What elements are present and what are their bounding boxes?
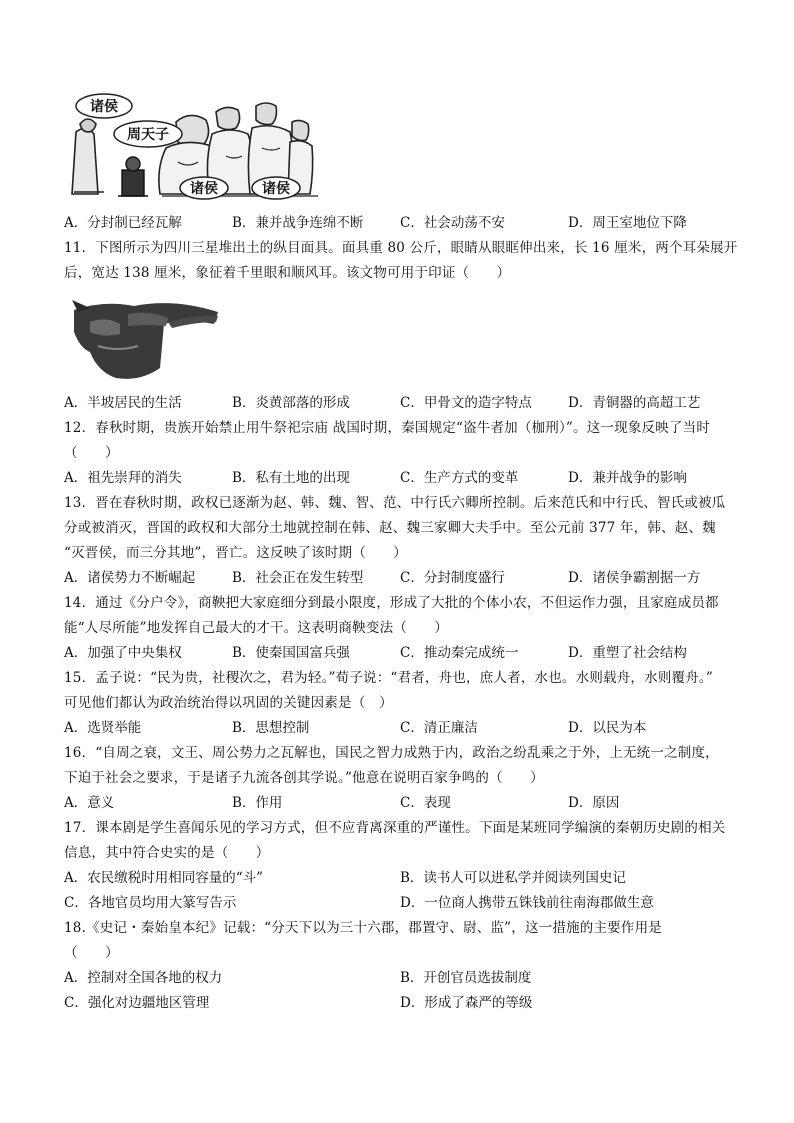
q11-option-a[interactable]: A．半坡居民的生活 xyxy=(64,395,182,411)
q15-option-c[interactable]: C．清正廉洁 xyxy=(400,720,478,736)
bronze-mask-photo xyxy=(68,292,224,384)
q16-option-b[interactable]: B．作用 xyxy=(232,795,283,811)
q10-option-b[interactable]: B．兼并战争连绵不断 xyxy=(232,215,364,231)
q15-option-a[interactable]: A．选贤举能 xyxy=(64,720,142,736)
q12-option-a[interactable]: A．祖先崇拜的消失 xyxy=(64,470,182,486)
q12-options xyxy=(64,469,764,487)
q11-stem-line-1: 11．下图所示为四川三星堆出土的纵目面具。面具重 80 公斤，眼睛从眼眶伸出来，长 16 厘米，两个耳朵展开 xyxy=(64,240,738,256)
q13-stem-line-3: “灭晋侯，而三分其地”，晋亡。这反映了该时期（ ） xyxy=(64,545,408,561)
q11-stem-line-2: 后，宽达 138 厘米，象征着千里眼和顺风耳。该文物可用于印证（ ） xyxy=(64,265,511,281)
q17-options-row-2 xyxy=(64,894,764,912)
q14-option-a[interactable]: A．加强了中央集权 xyxy=(64,645,182,661)
q12-option-d[interactable]: D．兼并战争的影响 xyxy=(568,470,687,486)
q14-stem-line-1: 14．通过《分户令》，商鞅把大家庭细分到最小限度，形成了大批的个体小农，不但运作力强，且家庭成员都 xyxy=(64,595,719,611)
q15-stem-line-1: 15．孟子说：“民为贵，社稷次之，君为轻。”荀子说：“君者，舟也，庶人者，水也。水则载舟，水则覆舟。” xyxy=(64,670,713,686)
q17-options-row-1 xyxy=(64,869,764,887)
q17-option-b[interactable]: B．读书人可以进私学并阅读列国史记 xyxy=(400,870,626,886)
q15-options xyxy=(64,719,764,737)
q18-option-a[interactable]: A．控制对全国各地的权力 xyxy=(64,970,223,986)
q16-option-c[interactable]: C．表现 xyxy=(400,795,451,811)
bubble-label-top: 诸侯 xyxy=(90,99,118,115)
q13-option-b[interactable]: B．社会正在发生转型 xyxy=(232,570,364,586)
q13-stem-line-1: 13．晋在春秋时期，政权已逐渐为赵、韩、魏、智、范、中行氏六卿所控制。后来范氏和中行氏、智氏或被瓜 xyxy=(64,495,726,511)
q13-stem-line-2: 分或被消灭，晋国的政权和大部分土地就控制在韩、赵、魏三家卿大夫手中。至公元前 377 年，韩、赵、魏 xyxy=(64,520,716,536)
q11-options xyxy=(64,394,764,412)
q15-option-b[interactable]: B．思想控制 xyxy=(232,720,310,736)
q16-stem-line-1: 16．“自周之衰，文王、周公势力之瓦解也，国民之智力成熟于内，政治之纷乱乘之于外，上无统一之制度， xyxy=(64,745,719,761)
q11-option-b[interactable]: B．炎黄部落的形成 xyxy=(232,395,350,411)
q13-options xyxy=(64,569,764,587)
q16-options xyxy=(64,794,764,812)
q18-options-row-2 xyxy=(64,994,764,1012)
q12-option-c[interactable]: C．生产方式的变革 xyxy=(400,470,519,486)
q13-option-a[interactable]: A．诸侯势力不断崛起 xyxy=(64,570,196,586)
bubble-label-center: 周天子 xyxy=(127,127,169,143)
q11-option-d[interactable]: D．青铜器的高超工艺 xyxy=(568,395,701,411)
zhou-vassal-cartoon-image xyxy=(66,92,318,204)
q11-option-c[interactable]: C．甲骨文的造字特点 xyxy=(400,395,532,411)
q16-stem-line-2: 下迫于社会之要求，于是诸子九流各创其学说。”他意在说明百家争鸣的（ ） xyxy=(64,770,544,786)
q15-option-d[interactable]: D．以民为本 xyxy=(568,720,647,736)
q17-option-a[interactable]: A．农民缴税时用相同容量的“斗” xyxy=(64,870,264,886)
q14-option-c[interactable]: C．推动秦完成统一 xyxy=(400,645,519,661)
q18-option-d[interactable]: D．形成了森严的等级 xyxy=(400,995,533,1011)
q17-option-c[interactable]: C．各地官员均用大篆写告示 xyxy=(64,895,237,911)
q14-stem-line-2: 能“人尽所能”地发挥自己最大的才干。这表明商鞅变法（ ） xyxy=(64,620,449,636)
q12-stem-line-2: （ ） xyxy=(64,445,119,461)
q10-option-c[interactable]: C．社会动荡不安 xyxy=(400,215,505,231)
q17-option-d[interactable]: D．一位商人携带五铢钱前往南海郡做生意 xyxy=(400,895,654,911)
bubble-label-bottom-left: 诸侯 xyxy=(190,181,218,197)
q10-option-d[interactable]: D．周王室地位下降 xyxy=(568,215,687,231)
q10-options xyxy=(64,214,764,232)
bubble-label-bottom-right: 诸侯 xyxy=(262,181,290,197)
q18-stem-line-2: （ ） xyxy=(64,945,119,961)
q18-option-c[interactable]: C．强化对边疆地区管理 xyxy=(64,995,210,1011)
q17-stem-line-1: 17．课本剧是学生喜闻乐见的学习方式，但不应背离深重的严谨性。下面是某班同学编演的秦朝历史剧的相关 xyxy=(64,820,726,836)
q13-option-c[interactable]: C．分封制度盛行 xyxy=(400,570,505,586)
q18-stem-line-1: 18.《史记・秦始皇本纪》记载：“分天下以为三十六郡，郡置守、尉、监”，这一措施的主要作用是 xyxy=(64,920,662,936)
q17-stem-line-2: 信息，其中符合史实的是（ ） xyxy=(64,845,270,861)
q13-option-d[interactable]: D．诸侯争霸割据一方 xyxy=(568,570,701,586)
q15-stem-line-2: 可见他们都认为政治统治得以巩固的关键因素是（ ） xyxy=(64,695,393,711)
q10-option-a[interactable]: A．分封制已经瓦解 xyxy=(64,215,182,231)
q14-options xyxy=(64,644,764,662)
q18-option-b[interactable]: B．开创官员选拔制度 xyxy=(400,970,532,986)
q14-option-b[interactable]: B．使秦国国富兵强 xyxy=(232,645,350,661)
q14-option-d[interactable]: D．重塑了社会结构 xyxy=(568,645,687,661)
q16-option-a[interactable]: A．意义 xyxy=(64,795,115,811)
q12-stem-line-1: 12．春秋时期，贵族开始禁止用牛祭祀宗庙 战国时期，秦国规定“盗牛者加（枷刑）”。这一现象反映了当时 xyxy=(64,420,711,436)
q12-option-b[interactable]: B．私有土地的出现 xyxy=(232,470,350,486)
q16-option-d[interactable]: D．原因 xyxy=(568,795,620,811)
q18-options-row-1 xyxy=(64,969,764,987)
